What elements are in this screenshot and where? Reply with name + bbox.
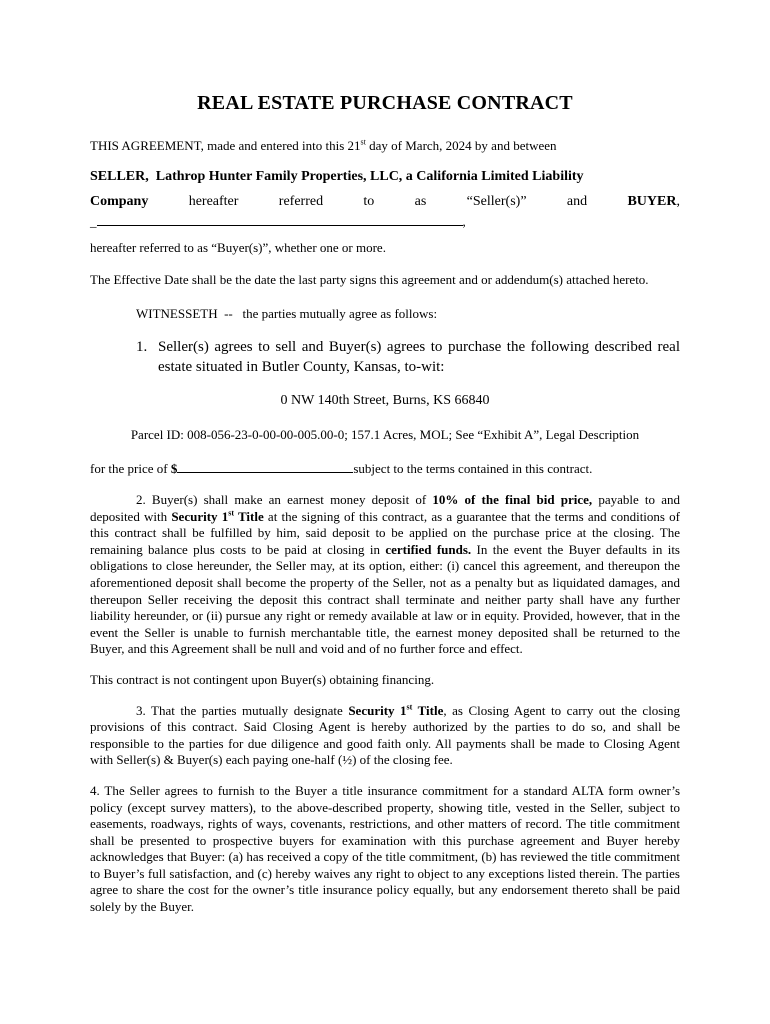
- buyer-name-underline[interactable]: [97, 213, 463, 226]
- agreement-intro: THIS AGREEMENT, made and entered into this 21st day of March, 2024 by and between: [90, 137, 557, 153]
- document-title: REAL ESTATE PURCHASE CONTRACT: [197, 92, 573, 114]
- seller-word: and: [566, 194, 588, 209]
- seller-word: to: [363, 194, 375, 209]
- seller-word: “Seller(s)”: [466, 194, 527, 209]
- seller-word: referred: [278, 194, 324, 209]
- seller-line: [90, 167, 680, 186]
- seller-label: SELLER,: [90, 169, 149, 184]
- seller-word: hereafter: [188, 194, 239, 209]
- clause-1: [136, 337, 680, 377]
- financing-clause: This contract is not contingent upon Buyer(s) obtaining financing.: [90, 671, 435, 687]
- parcel-id: Parcel ID: 008-056-23-0-00-00-005.00-0; 157.1 Acres, MOL; See “Exhibit A”, Legal Description: [130, 427, 640, 442]
- buyer-label: BUYER,: [627, 194, 680, 209]
- buyer-reference: hereafter referred to as “Buyer(s)”, whether one or more.: [90, 240, 386, 255]
- seller-word: as: [414, 194, 427, 209]
- dollar-sign: $: [170, 461, 178, 476]
- buyer-name-blank[interactable]: _ ,: [90, 214, 466, 229]
- clause-4-title-insurance: 4. The Seller agrees to furnish to the Buyer a title insurance commitment for a standard ALTA form owner’s policy (except survey matters), to the above-described property, showing title, vested in the Seller, subject to easements, roadways, rights of ways, covenants, restrictions, and other matters of record. The title commitment shall be presented to prospective buyers for examination with this purchase agreement and Buyer hereby acknowledges that Buyer: (a) has received a copy of the title commitment, (b) has reviewed the title commitment to Buyer’s full satisfaction, and (c) hereby waives any right to object to any exceptions listed therein. The parties agree to share the cost for the owner’s title insurance policy equally, but any endorsement thereto shall be paid solely by the Buyer.: [90, 782, 680, 915]
- clause-1-text: Seller(s) agrees to sell and Buyer(s) agrees to purchase the following described real estate situated in Butler County, Kansas, to-wit:: [158, 339, 680, 375]
- price-blank[interactable]: [177, 460, 353, 473]
- seller-name: Lathrop Hunter Family Properties, LLC, a California Limited Liability: [155, 169, 584, 184]
- company-word: Company: [90, 194, 149, 209]
- effective-date-clause: The Effective Date shall be the date the last party signs this agreement and or addendum(s) attached hereto.: [90, 272, 649, 287]
- property-address: 0 NW 140th Street, Burns, KS 66840: [280, 393, 490, 408]
- seller-company-row: [90, 192, 680, 211]
- clause-2-earnest-money: 2. Buyer(s) shall make an earnest money deposit of 10% of the final bid price, payable to and deposited with Security 1st Title at the signing of this contract, as a guarantee that the terms and conditions of this contract shall be fulfilled by him, said deposit to be applied on the purchase price at the closing. The remaining balance plus costs to be paid at closing in certified funds. In the event the Buyer defaults in its obligations to close hereunder, the Seller may, at its option, either: (i) cancel this agreement, and thereupon the aforementioned deposit shall become the property of the Seller, not as a penalty but as liquidated damages, and thereupon Seller receiving the deposit this contract shall terminate and neither party shall have any further liability hereunder, or (ii) pursue any right or remedy available at law or in equity. Provided, however, that in the event the Seller is unable to furnish merchantable title, the earnest money deposited shall be returned to the Buyer, and this Agreement shall be null and void and of no further force and effect.: [90, 492, 680, 657]
- clause-3-closing-agent: 3. That the parties mutually designate Security 1st Title, as Closing Agent to carry out the closing provisions of this contract. Said Closing Agent is hereby authorized by the parties to do so, and shall be responsible to the parties for due diligence and good faith only. All payments shall be made to Closing Agent with Seller(s) & Buyer(s) each paying one-half (½) of the closing fee.: [90, 702, 680, 768]
- price-line: for the price of $ subject to the terms contained in this contract.: [90, 461, 593, 476]
- witnesseth-line: WITNESSETH -- the parties mutually agree as follows:: [136, 306, 438, 321]
- clause-1-number: 1.: [136, 339, 148, 355]
